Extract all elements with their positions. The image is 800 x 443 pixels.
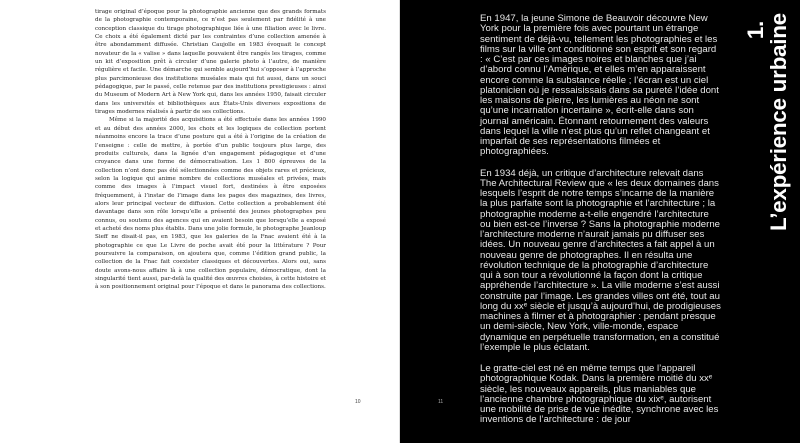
page-number-right: 11 <box>438 399 444 405</box>
left-paragraph-1: tirage original d’époque pour la photographie ancienne que des grands formats de la photographie contemporaine, ce n’est pas seulement par fidélité à une conception classique du tirage photographique liée à une filiation avec le livre. Ce choix a été également dicté par les contraintes d’une collection amenée à être abondamment diffusée. Christian Caujolle en 1983 évoquait le concept novateur de la « valise » dans laquelle pouvaient être rangés les tirages, comme un kit d’exposition prêt à circuler d’une galerie photo à l’autre, de manière régulière et facile. Une démarche qui semble aujourd’hui s’opposer à l’approche plus parcimonieuse des institutions muséales mais qui fut aussi, dans un souci pédagogique, par le passé, celle retenue par des institutions prestigieuses : ainsi du Museum of Modern Art à New York qui, dans les années 1950, faisait circuler dans les universités et bibliothèques aux États-Unis diverses expositions de tirages modernes réalisés à partir de ses collections. <box>95 9 326 116</box>
right-paragraph-1: En 1947, la jeune Simone de Beauvoir découvre New York pour la première fois avec pourtant un étrange sentiment de déjà-vu, tellement les photographies et les films sur la ville ont conditionné son esprit et son regard : « C’est par ces images noires et blanches que j’ai d’abord connu l’Amérique, et elles m’en apparaissent encore comme la substance réelle ; l’écran est un ciel platonicien où je ressaisissais dans sa pureté l’idée dont les maisons de pierre, les lumières au néon ne sont qu’une incarnation incertaine », écrit-elle dans son journal américain. Étonnant retournement des valeurs dans lequel la ville n’est plus qu’un reflet changeant et imparfait de ses représentations filmées et photographiées. <box>480 13 719 158</box>
left-paragraph-2: Même si la majorité des acquisitions a été effectuée dans les années 1990 et au début des années 2000, les choix et les logiques de collection portent néanmoins encore la trace d’une posture qui a été à l’origine de la création de l’enseigne : celle de mettre, à portée d’un public toujours plus large, des produits culturels, dans la lignée d’un engagement pédagogique et d’une croyance dans une forme de démocratisation. Les 1 800 épreuves de la collection n’ont donc pas été sélectionnées comme des objets rares et précieux, selon la logique qui anime nombre de collections muséales et privées, mais comme des images à l’impact visuel fort, destinées à être exposées fréquemment, à l’instar de l’image dans les pages des magazines, des livres, alors leur principal vecteur de diffusion. Cette collection a probablement été davantage dans son rôle lorsqu’elle a présenté des jeunes photographes peu connus, ou soutenu des agences qui en avaient besoin que lorsqu’elle a exposé et acheté des noms plus établis. Dans une jolie formule, le photographe Jeanloup Sieff ne disait-il pas, en 1983, que les galeries de la Fnac avaient été à la photographie ce que Le Livre de poche avait été pour la littérature ? Pour poursuivre la comparaison, on ajoutera que, comme l’édition grand public, la collection de la Fnac fait coexister classiques et découvertes. Alors oui, sans doute avons-nous affaire là à une collection populaire, démocratique, dont la singularité tient aussi, par-delà la qualité des œuvres choisies, à cette histoire et à son positionnement original pour l’époque et dans le panorama des collections. <box>95 117 326 291</box>
right-paragraph-3: Le gratte-ciel est né en même temps que l’appareil photographique Kodak. Dans la première moitié du xxᵉ siècle, les nouveaux appareils, plus maniables que l’ancienne chambre photographique du xixᵉ, autorisent une mobilité de prise de vue inédite, synchrone avec les inventions de l’architecture : de jour <box>480 363 719 426</box>
right-body-text <box>480 14 721 437</box>
chapter-heading <box>743 13 796 231</box>
right-paragraph-2: En 1934 déjà, un critique d’architecture relevait dans The Architectural Review que « les deux domaines dans lesquels l’esprit de notre temps s’incarne de la manière la plus parfaite sont la photographie et l’architecture ; la photographie moderne a-t-elle engendré l’architecture ou bien est-ce l’inverse ? Sans la photographie moderne l’architecture moderne n’aurait jamais pu diffuser ses idées. Un nouveau genre d’architectes a fait appel à un nouveau genre de photographes. Il en résulta une révolution technique de la photographie d’architecture qui à son tour a révolutionné la façon dont la critique appréhende l’architecture ». La ville moderne s’est aussi construite par l’image. Les grandes villes ont été, tout au long du xxᵉ siècle et jusqu’à aujourd’hui, de prodigieuses machines à filmer et à photographier : pendant presque un demi-siècle, New York, ville-monde, espace dynamique en perpétuelle transformation, en a constitué l’exemple le plus éclatant. <box>480 167 721 353</box>
page-number-left: 10 <box>355 399 361 405</box>
chapter-number: 1. <box>743 21 768 40</box>
left-body-text <box>95 8 326 292</box>
right-page <box>400 0 800 443</box>
chapter-title: L’expérience urbaine <box>766 13 791 231</box>
